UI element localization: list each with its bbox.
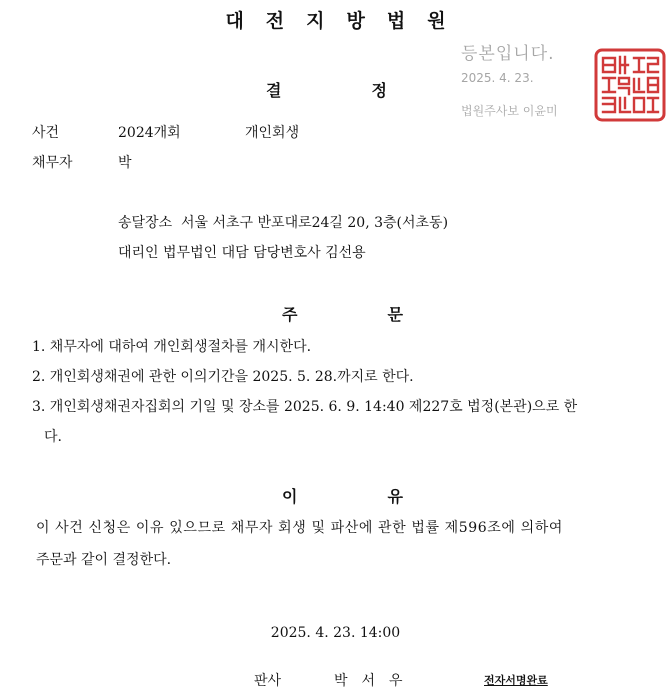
case-number: 2024개회 — [118, 125, 181, 141]
court-seal-icon — [594, 48, 666, 122]
debtor-label: 채무자 — [32, 155, 73, 171]
order-item: 2. 개인회생채권에 관한 이의기간을 2025. 5. 28.까지로 한다. — [32, 369, 414, 385]
case-name: 개인회생 — [245, 125, 300, 141]
legal-agent: 대리인 법무법인 대담 담당변호사 김선용 — [118, 245, 366, 261]
judge-title: 판사 — [254, 673, 282, 689]
debtor-name: 박 — [118, 155, 132, 171]
court-name: 대전지방법원 — [225, 10, 468, 32]
case-label: 사건 — [32, 125, 60, 141]
order-item-continuation: 다. — [44, 429, 62, 445]
e-signature-note: 전자서명완료 — [484, 674, 548, 687]
order-heading: 주문 — [282, 305, 493, 324]
certified-copy-clerk: 법원주사보 이윤미 — [461, 104, 558, 118]
reason-line: 주문과 같이 결정한다. — [36, 552, 172, 568]
service-address: 송달장소 서울 서초구 반포대로24길 20, 3층(서초동) — [118, 215, 449, 231]
certified-copy-label: 등본입니다. — [461, 44, 555, 64]
decision-title: 결정 — [266, 81, 477, 100]
judge-name: 박서우 — [334, 673, 417, 689]
order-item: 1. 채무자에 대하여 개인회생절차를 개시한다. — [32, 339, 312, 355]
reason-heading: 이유 — [282, 487, 493, 506]
reason-line: 이 사건 신청은 이유 있으므로 채무자 회생 및 파산에 관한 법률 제596조에 의하여 — [36, 520, 563, 536]
decision-datetime: 2025. 4. 23. 14:00 — [270, 625, 401, 641]
certified-copy-date: 2025. 4. 23. — [461, 71, 534, 85]
order-item: 3. 개인회생채권자집회의 기일 및 장소를 2025. 6. 9. 14:40 제227호 법정(본관)으로 한 — [32, 399, 578, 415]
